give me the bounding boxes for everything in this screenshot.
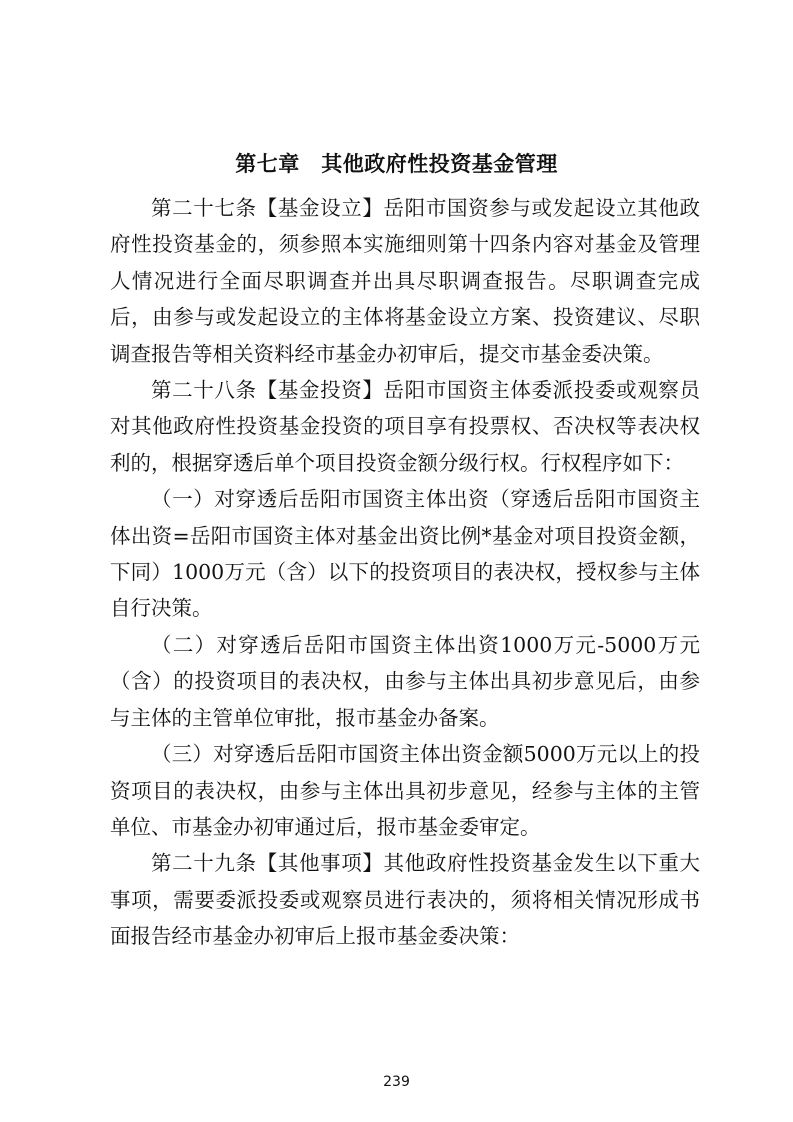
paragraph-article-28: 第二十八条【基金投资】岳阳市国资主体委派投委或观察员对其他政府性投资基金投资的项目享有投票权、否决权等表决权利的，根据穿透后单个项目投资金额分级行权。行权程序如下： [110, 378, 700, 475]
paragraph-article-27: 第二十七条【基金设立】岳阳市国资参与或发起设立其他政府性投资基金的，须参照本实施细则第十四条内容对基金及管理人情况进行全面尽职调查并出具尽职调查报告。尽职调查完成后，由参与或发起设立的主体将基金设立方案、投资建议、尽职调查报告等相关资料经市基金办初审后，提交市基金委决策。 [110, 196, 700, 366]
paragraph-item-1: （一）对穿透后岳阳市国资主体出资（穿透后岳阳市国资主体出资=岳阳市国资主体对基金出资比例*基金对项目投资金额，下同）1000万元（含）以下的投资项目的表决权，授权参与主体自行决策。 [110, 487, 700, 621]
page-number: 239 [383, 1074, 410, 1090]
chapter-title: 第七章 其他政府性投资基金管理 [235, 152, 558, 176]
paragraph-item-3: （三）对穿透后岳阳市国资主体出资金额5000万元以上的投资项目的表决权，由参与主体出具初步意见，经参与主体的主管单位、市基金办初审通过后，报市基金委审定。 [110, 742, 700, 839]
paragraph-item-2: （二）对穿透后岳阳市国资主体出资1000万元-5000万元（含）的投资项目的表决权，由参与主体出具初步意见后，由参与主体的主管单位审批，报市基金办备案。 [110, 632, 700, 730]
paragraph-article-29: 第二十九条【其他事项】其他政府性投资基金发生以下重大事项，需要委派投委或观察员进行表决的，须将相关情况形成书面报告经市基金办初审后上报市基金委决策： [110, 851, 700, 949]
body-text [110, 190, 700, 955]
